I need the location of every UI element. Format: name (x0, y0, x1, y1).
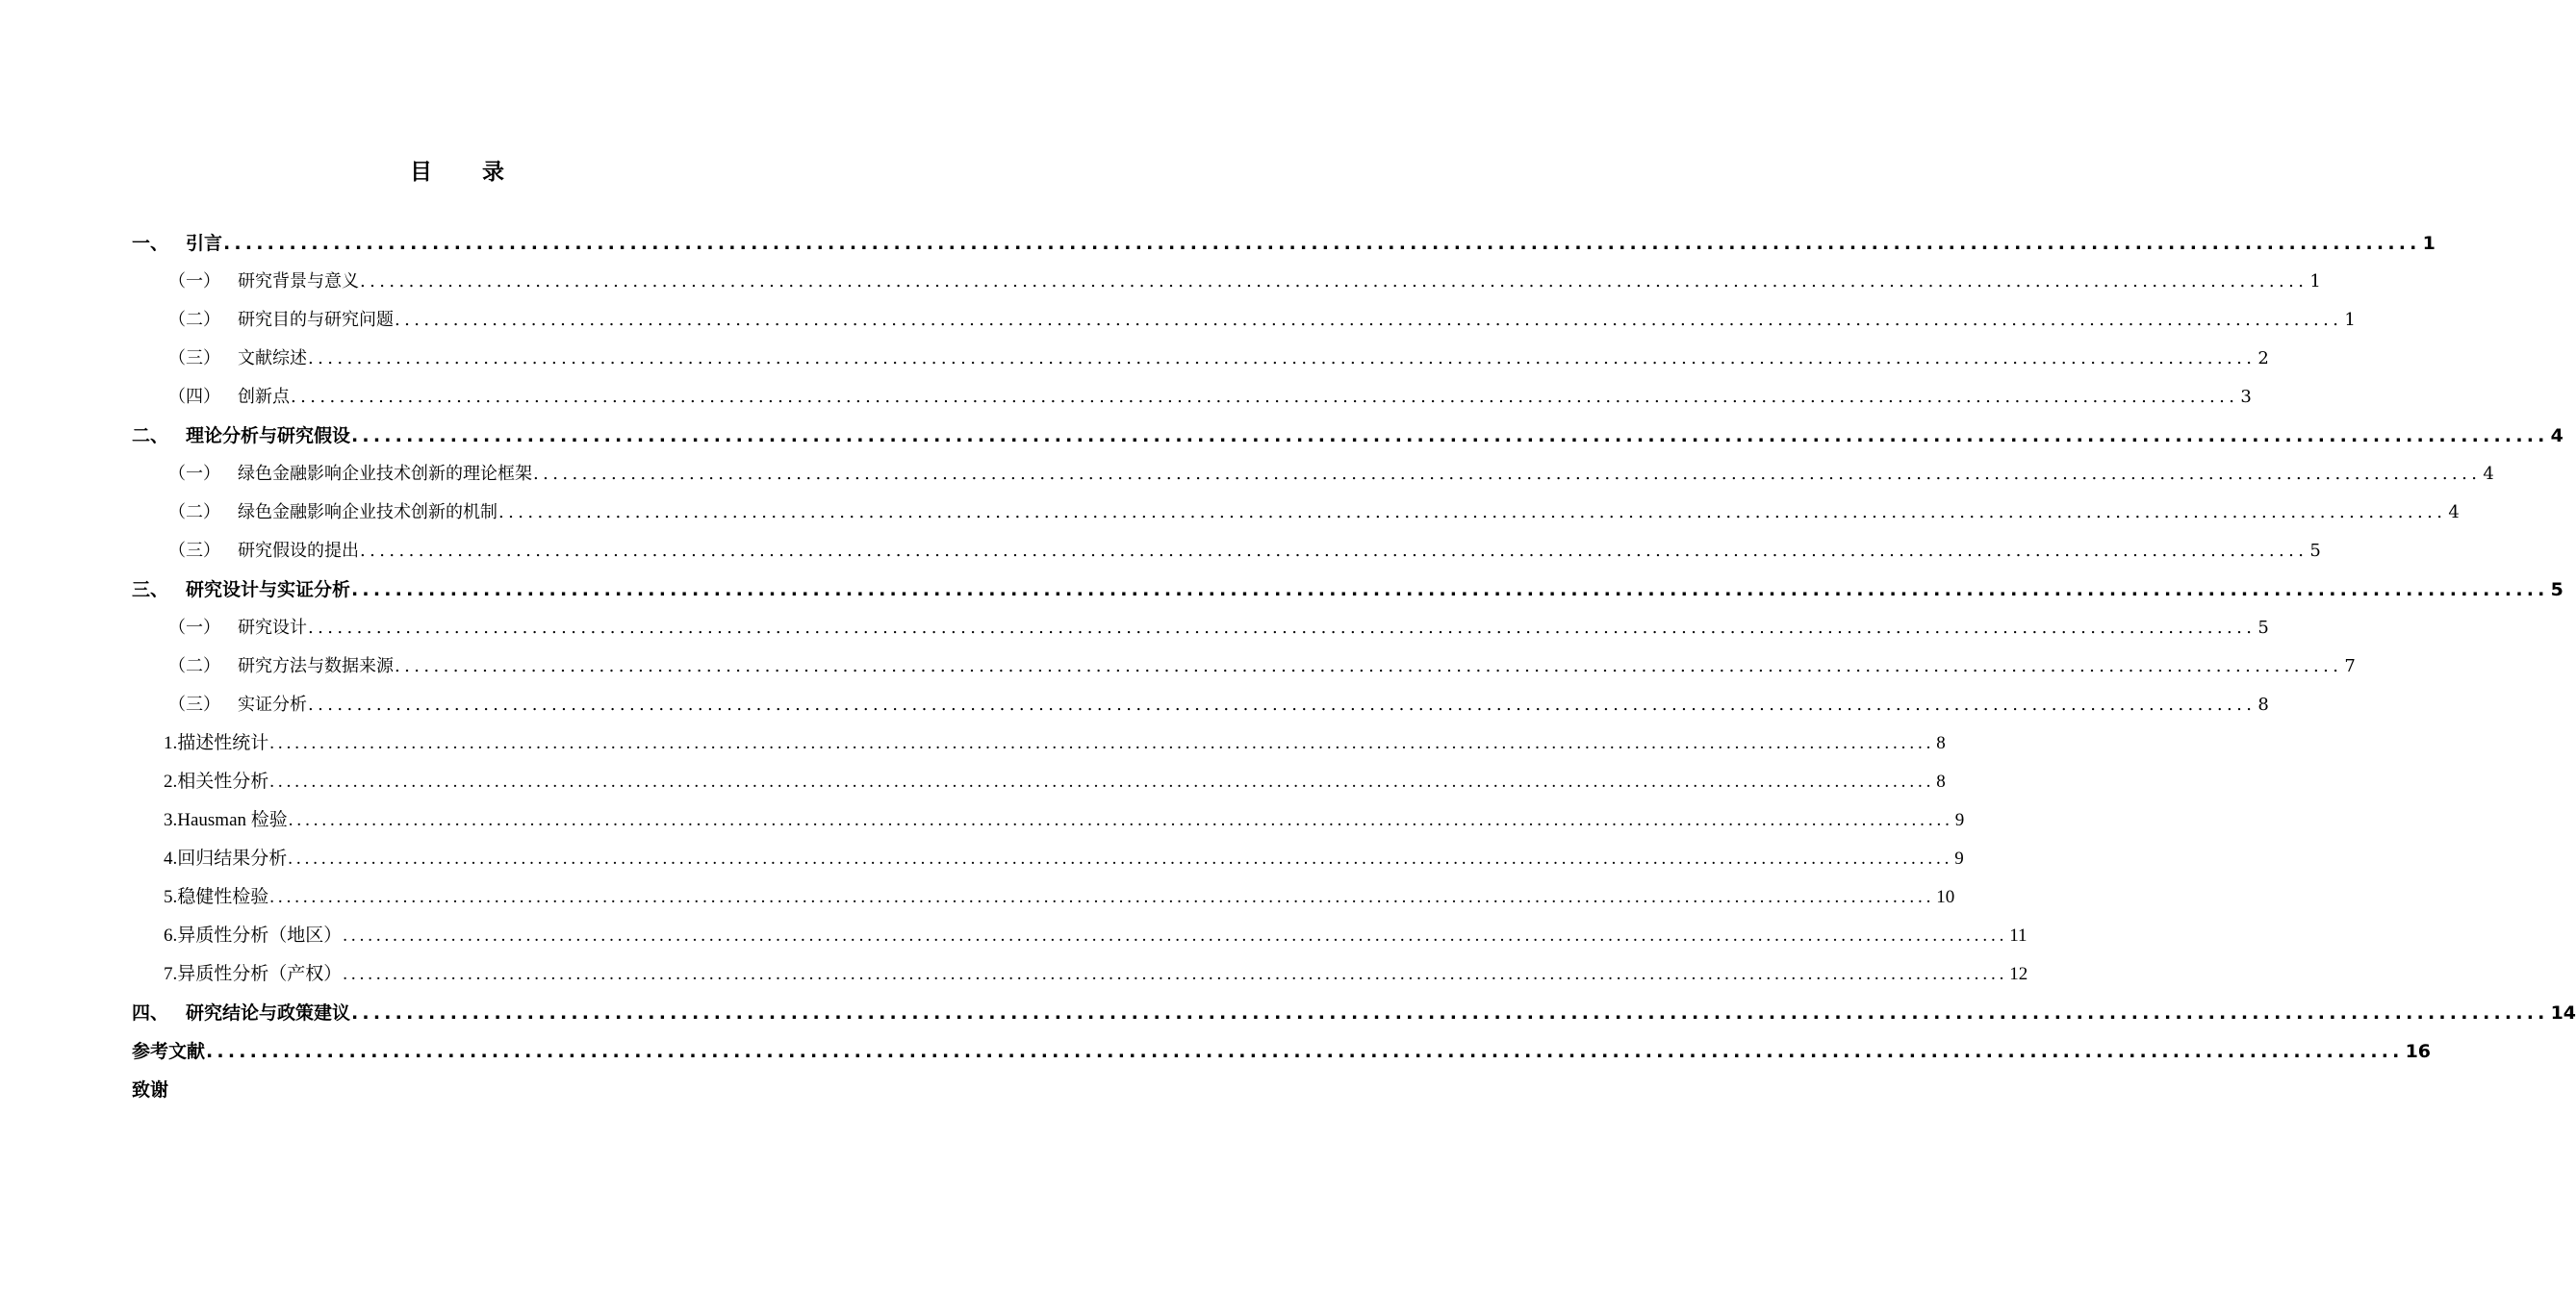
toc-entry-label (168, 652, 394, 681)
toc-page-number: 9 (1954, 849, 1964, 869)
toc-entry-number: （一） (168, 618, 220, 638)
toc-entry-title: 致谢 (132, 1079, 169, 1101)
toc-entry-label (132, 575, 350, 604)
toc-entry[interactable] (164, 729, 1946, 758)
toc-entry-label (132, 1076, 168, 1104)
toc-dot-leader: ........................................................................................................................................................................................................ (351, 425, 2549, 446)
toc-entry-title: 研究目的与研究问题 (238, 310, 394, 330)
toc-page-number: 4 (2448, 502, 2460, 522)
toc-entry-title: 回归结果分析 (177, 849, 288, 869)
toc-entry-label (168, 498, 497, 527)
toc-entry-title: 异质性分析（地区） (177, 925, 343, 946)
toc-entry-title: 研究假设的提出 (238, 541, 359, 561)
toc-entry-title: 理论分析与研究假设 (186, 425, 351, 446)
toc-entry-title: 描述性统计 (177, 733, 269, 753)
toc-page-number: 4 (2483, 464, 2494, 484)
toc-entry-number: （二） (168, 502, 220, 522)
toc-entry-title: 研究结论与政策建议 (186, 1002, 351, 1024)
toc-entry[interactable] (164, 768, 1946, 797)
toc-entry-label (164, 883, 268, 912)
toc-entry[interactable] (168, 267, 2321, 296)
toc-page-number: 11 (2009, 925, 2028, 946)
toc-page-number: 5 (2257, 618, 2269, 638)
toc-entry-title: 参考文献 (132, 1041, 206, 1062)
toc-dot-leader: ........................................................................................................................................................................................................ (395, 656, 2343, 676)
toc-entry-number: 2. (164, 772, 178, 792)
toc-page-number: 10 (1936, 887, 1955, 907)
toc-entry-title: 绿色金融影响企业技术创新的机制 (238, 502, 497, 522)
toc-entry[interactable] (168, 537, 2321, 566)
toc-dot-leader: ........................................................................................................................................................................................................ (360, 271, 2308, 292)
toc-entry-label (168, 691, 307, 720)
toc-entry-title: 研究方法与数据来源 (238, 656, 394, 676)
toc-dot-leader: ........................................................................................................................................................................................................ (308, 618, 2257, 638)
toc-page-number: 7 (2344, 656, 2356, 676)
toc-page-number: 14 (2550, 1002, 2576, 1024)
toc-dot-leader: ........................................................................................................................................................................................................ (498, 502, 2447, 522)
toc-entry-label (164, 806, 288, 835)
toc-entry-title: 引言 (186, 233, 223, 254)
toc-page-number: 8 (1936, 733, 1946, 753)
toc-entry[interactable] (168, 383, 2252, 412)
toc-entry-number: 4. (164, 849, 178, 869)
toc-entry-label (164, 729, 268, 758)
toc-entry-number: （二） (168, 310, 220, 330)
toc-entry-number: （三） (168, 348, 220, 368)
toc-entry-number: （四） (168, 387, 220, 407)
toc-dot-leader: ........................................................................................................................................................................................................ (351, 1002, 2549, 1024)
toc-entry[interactable] (164, 883, 1955, 912)
toc-page-number: 2 (2257, 348, 2269, 368)
toc-entry-number: 一、 (132, 233, 169, 254)
toc-entry-number: 1. (164, 733, 178, 753)
toc-entry[interactable] (168, 460, 2494, 489)
toc-entry-number: 7. (164, 964, 178, 984)
toc-entry-number: 四、 (132, 1002, 169, 1024)
toc-entry-label (132, 999, 350, 1027)
toc-dot-leader: ........................................................................................................................................................................................................ (288, 810, 1953, 830)
toc-dot-leader: ........................................................................................................................................................................................................ (308, 695, 2257, 715)
toc-entry-number: 6. (164, 925, 178, 946)
toc-page-number: 16 (2405, 1041, 2432, 1062)
toc-entry-title: 稳健性检验 (177, 887, 269, 907)
toc-entry[interactable] (164, 960, 2028, 989)
toc-entry-number: （一） (168, 271, 220, 292)
toc-entry[interactable] (168, 652, 2356, 681)
toc-dot-leader: ........................................................................................................................................................................................................ (343, 925, 2008, 946)
toc-page-number: 3 (2240, 387, 2252, 407)
toc-entry-label (132, 229, 222, 258)
toc-entry[interactable] (168, 306, 2356, 335)
toc-dot-leader: ........................................................................................................................................................................................................ (351, 579, 2549, 600)
toc-title-char-2: 录 (482, 160, 504, 185)
toc-page-number: 1 (2344, 310, 2356, 330)
toc-entry[interactable] (164, 922, 2028, 951)
toc-entry-title: 实证分析 (238, 695, 307, 715)
toc-entry-label (168, 306, 394, 335)
toc-entry-label (168, 614, 307, 643)
toc-entry[interactable] (132, 999, 2576, 1027)
toc-entry-number: 三、 (132, 579, 169, 600)
toc-page-number: 4 (2550, 425, 2563, 446)
toc-entry-number: 二、 (132, 425, 169, 446)
toc-entry-title: 研究设计与实证分析 (186, 579, 351, 600)
toc-entry-title: 相关性分析 (177, 772, 269, 792)
toc-entry-title: 绿色金融影响企业技术创新的理论框架 (238, 464, 532, 484)
toc-entry-title: 研究设计 (238, 618, 307, 638)
toc-entry-number: （二） (168, 656, 220, 676)
toc-entry-number: （三） (168, 695, 220, 715)
toc-dot-leader: ........................................................................................................................................................................................................ (308, 348, 2257, 368)
toc-dot-leader: ........................................................................................................................................................................................................ (291, 387, 2239, 407)
toc-entry[interactable] (132, 421, 2563, 450)
toc-dot-leader: ........................................................................................................................................................................................................ (269, 887, 1935, 907)
toc-entry-label (168, 537, 359, 566)
toc-entry-title: 创新点 (238, 387, 290, 407)
toc-entry-label (164, 960, 342, 989)
toc-page-number: 1 (2309, 271, 2321, 292)
toc-entry[interactable] (168, 691, 2269, 720)
toc-entry-label (168, 383, 290, 412)
toc-entry-number: （一） (168, 464, 220, 484)
toc-dot-leader: ........................................................................................................................................................................................................ (533, 464, 2482, 484)
toc-entry[interactable] (132, 229, 2436, 258)
toc-title-char-1: 目 (410, 160, 432, 185)
toc-entry-label (132, 421, 350, 450)
toc-entry-label (168, 344, 307, 373)
toc-entry-number: （三） (168, 541, 220, 561)
toc-dot-leader: ........................................................................................................................................................................................................ (269, 733, 1935, 753)
toc-entry[interactable] (168, 344, 2269, 373)
toc-dot-leader: ........................................................................................................................................................................................................ (269, 772, 1935, 792)
toc-entry-label (164, 845, 287, 874)
toc-page-number: 8 (2257, 695, 2269, 715)
toc-entry-title: 文献综述 (238, 348, 307, 368)
toc-entry-title: 研究背景与意义 (238, 271, 359, 292)
toc-dot-leader: ........................................................................................................................................................................................................ (223, 233, 2421, 254)
toc-page-number: 12 (2009, 964, 2028, 984)
toc-dot-leader: ........................................................................................................................................................................................................ (206, 1041, 2404, 1062)
toc-page-number: 1 (2422, 233, 2436, 254)
toc-entry[interactable] (168, 498, 2460, 527)
toc-entry-title: Hausman 检验 (177, 810, 288, 830)
toc-entry[interactable] (132, 1076, 820, 1104)
toc-dot-leader: ........................................................................................................................................................................................................ (395, 310, 2343, 330)
toc-page-number: 9 (1954, 810, 1965, 830)
toc-entry-label (132, 1037, 205, 1066)
toc-entry-label (168, 267, 359, 296)
toc-entry[interactable] (164, 806, 1965, 835)
toc-title (0, 154, 914, 186)
toc-dot-leader: ........................................................................................................................................................................................................ (360, 541, 2308, 561)
toc-entry-label (168, 460, 532, 489)
toc-entry[interactable] (132, 1037, 2432, 1066)
toc-entry[interactable] (132, 575, 2563, 604)
toc-page-number: 5 (2309, 541, 2321, 561)
toc-dot-leader: ........................................................................................................................................................................................................ (288, 849, 1953, 869)
toc-dot-leader: ........................................................................................................................................................................................................ (343, 964, 2008, 984)
toc-entry-label (164, 922, 342, 951)
toc-page-number: 8 (1936, 772, 1946, 792)
toc-entry-number: 3. (164, 810, 178, 830)
toc-page-number: 5 (2550, 579, 2563, 600)
toc-entry[interactable] (168, 614, 2269, 643)
toc-entry-number: 5. (164, 887, 178, 907)
toc-entry-title: 异质性分析（产权） (177, 964, 343, 984)
toc-entry[interactable] (164, 845, 1964, 874)
toc-entry-label (164, 768, 268, 797)
